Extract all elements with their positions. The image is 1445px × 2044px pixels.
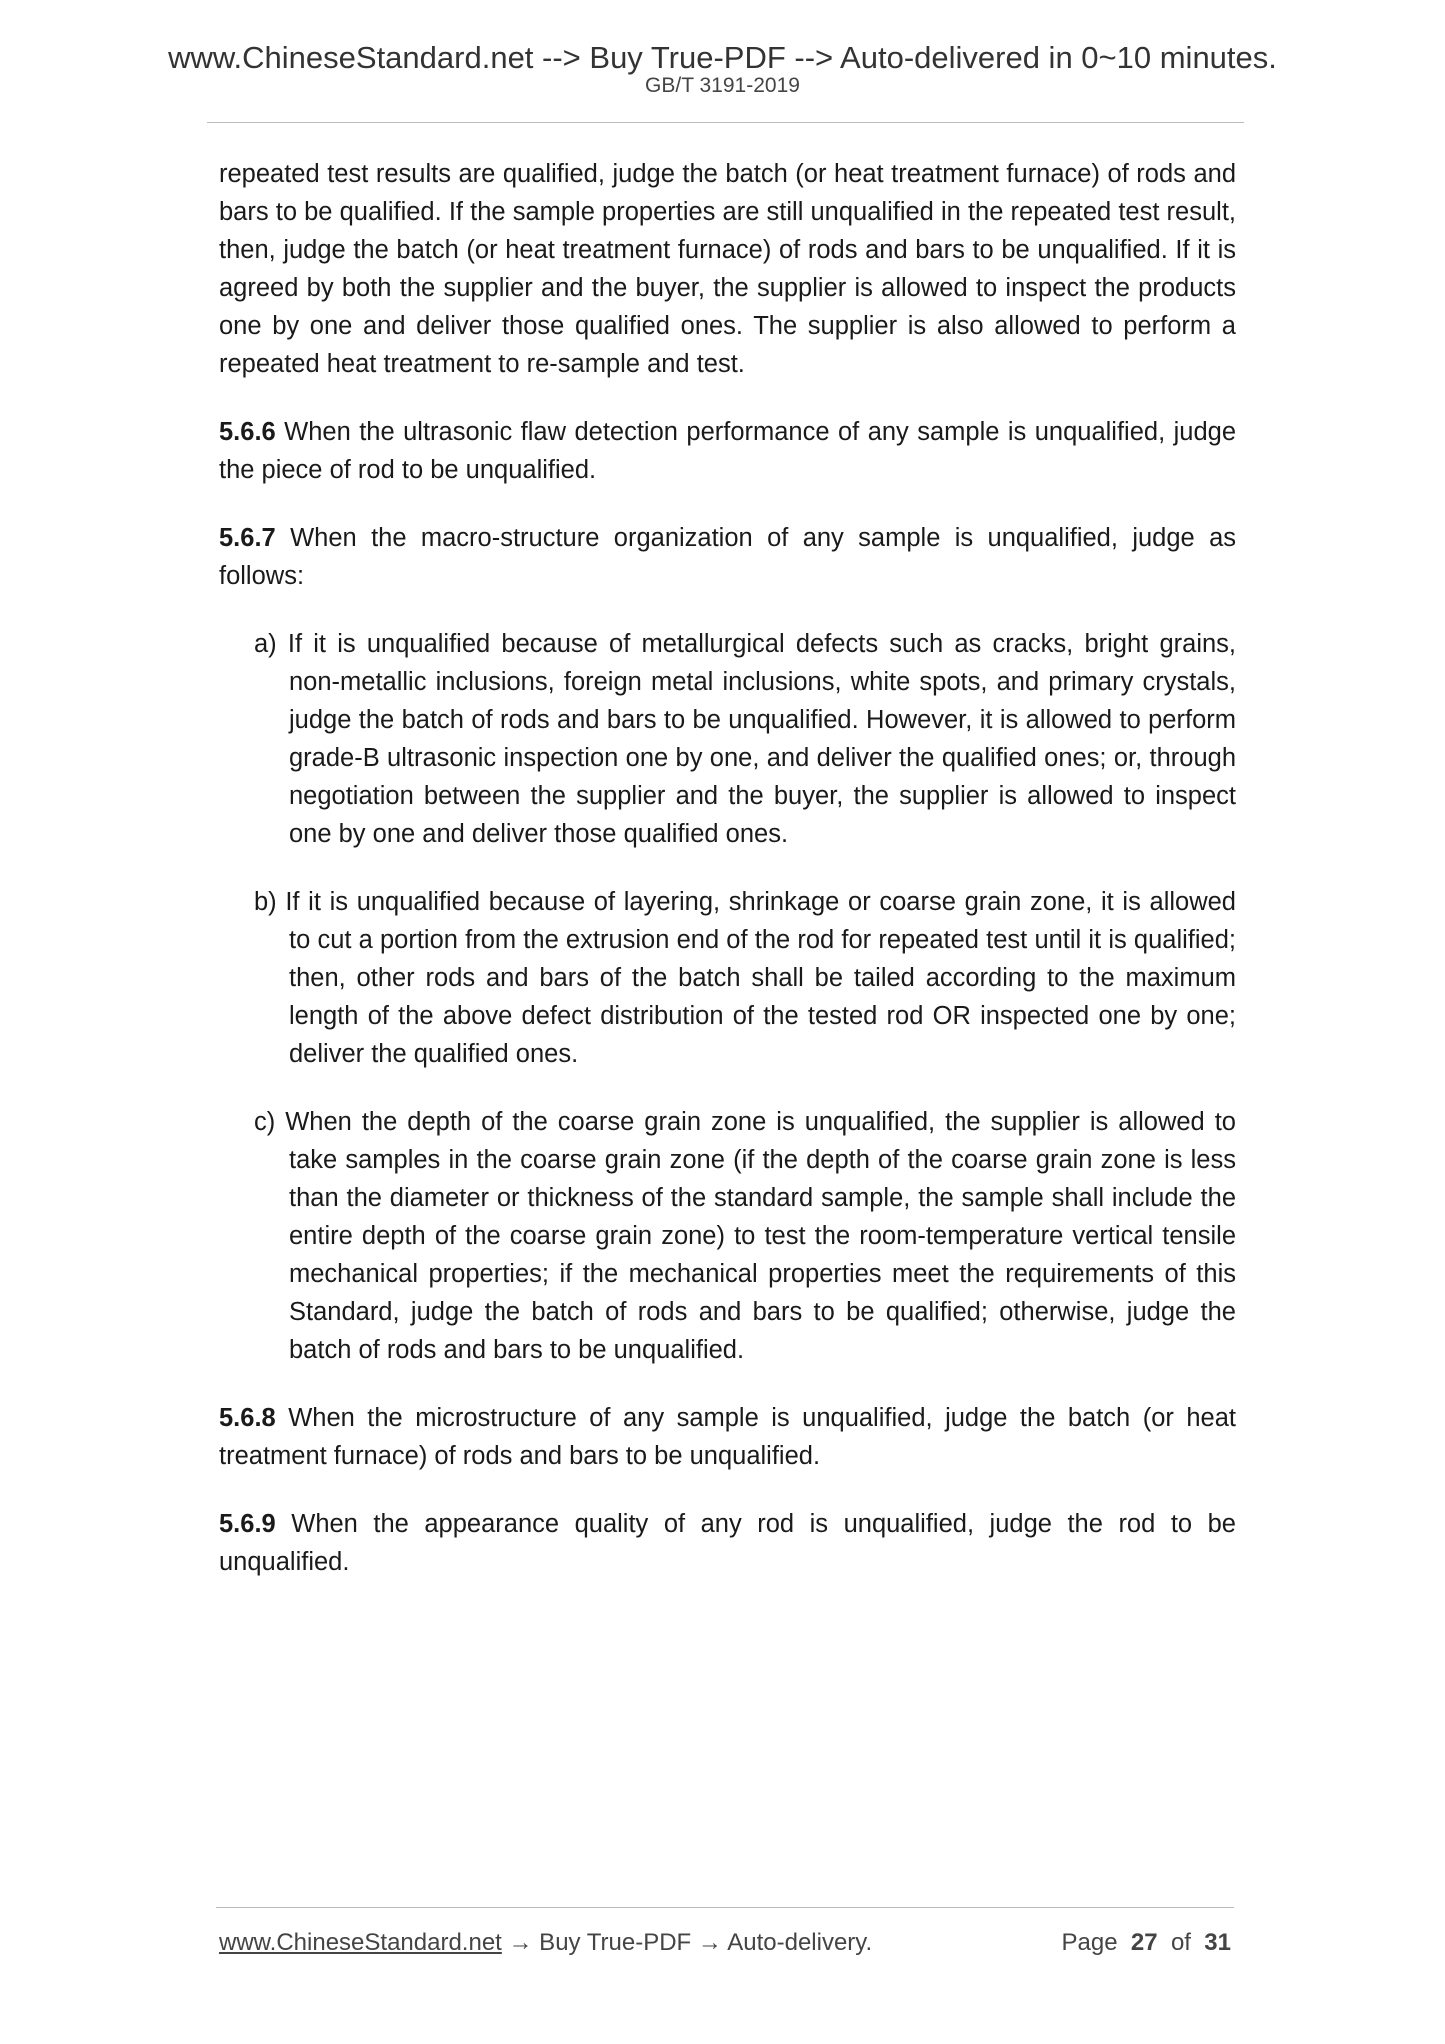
footer-site-link[interactable]: www.ChineseStandard.net: [219, 1929, 502, 1956]
page-current: 27: [1130, 1929, 1158, 1956]
clause-5-6-8: [219, 1399, 1236, 1475]
judgement-list: [219, 625, 1236, 1369]
list-item-b: b) If it is unqualified because of layering, shrinkage or coarse grain zone, it is allowed to cut a portion from the extrusion end of the rod for repeated test until it is qualified; then, other rods and bars of the batch shall be tailed according to the maximum length of the above defect distribution of the tested rod OR inspected one by one; deliver the qualified ones.: [254, 888, 1236, 1068]
standard-code: GB/T 3191-2019: [645, 74, 800, 97]
page-total: 31: [1204, 1929, 1231, 1956]
header-banner: www.ChineseStandard.net --> Buy True-PDF --> Auto-delivered in 0~10 minutes.: [168, 40, 1277, 75]
clause-text: When the appearance quality of any rod is unqualified, judge the rod to be unqualified.: [219, 1510, 1236, 1576]
clause-number: 5.6.6: [219, 418, 276, 446]
clause-5-6-7: [219, 519, 1236, 595]
clause-text: When the microstructure of any sample is unqualified, judge the batch (or heat treatment furnace) of rods and bars to be unqualified.: [219, 1404, 1236, 1470]
document-body: [219, 155, 1236, 1611]
intro-paragraph: repeated test results are qualified, judge the batch (or heat treatment furnace) of rods and bars to be qualified. If the sample properties are still unqualified in the repeated test result, then, judge the batch (or heat treatment furnace) of rods and bars to be unqualified. If it is agreed by both the supplier and the buyer, the supplier is allowed to inspect the products one by one and deliver those qualified ones. The supplier is also allowed to perform a repeated heat treatment to re-sample and test.: [219, 160, 1236, 378]
footer-divider: [216, 1907, 1234, 1908]
of-word: of: [1170, 1929, 1191, 1956]
header-divider: [207, 122, 1244, 123]
clause-5-6-6: [219, 413, 1236, 489]
list-item-c: c) When the depth of the coarse grain zone is unqualified, the supplier is allowed to take samples in the coarse grain zone (if the depth of the coarse grain zone is less than the diameter or thickness of the standard sample, the sample shall include the entire depth of the coarse grain zone) to test the room-temperature vertical tensile mechanical properties; if the mechanical properties meet the requirements of this Standard, judge the batch of rods and bars to be qualified; otherwise, judge the batch of rods and bars to be unqualified.: [254, 1108, 1236, 1364]
clause-text: When the macro-structure organization of any sample is unqualified, judge as follows:: [219, 524, 1237, 590]
page-word: Page: [1061, 1929, 1118, 1956]
clause-text: When the ultrasonic flaw detection performance of any sample is unqualified, judge the piece of rod to be unqualified.: [219, 418, 1237, 484]
list-item-a: a) If it is unqualified because of metallurgical defects such as cracks, bright grains, non-metallic inclusions, foreign metal inclusions, white spots, and primary crystals, judge the batch of rods and bars to be unqualified. However, it is allowed to perform grade-B ultrasonic inspection one by one, and deliver the qualified ones; or, through negotiation between the supplier and the buyer, the supplier is allowed to inspect one by one and deliver those qualified ones.: [254, 630, 1236, 848]
clause-number: 5.6.9: [219, 1510, 276, 1538]
footer-promo: [219, 1928, 872, 1958]
clause-number: 5.6.7: [219, 524, 276, 552]
clause-number: 5.6.8: [219, 1404, 276, 1432]
page-number: [1061, 1928, 1231, 1958]
footer-promo-text: → Buy True-PDF → Auto-delivery.: [501, 1929, 873, 1956]
clause-5-6-9: [219, 1505, 1236, 1581]
